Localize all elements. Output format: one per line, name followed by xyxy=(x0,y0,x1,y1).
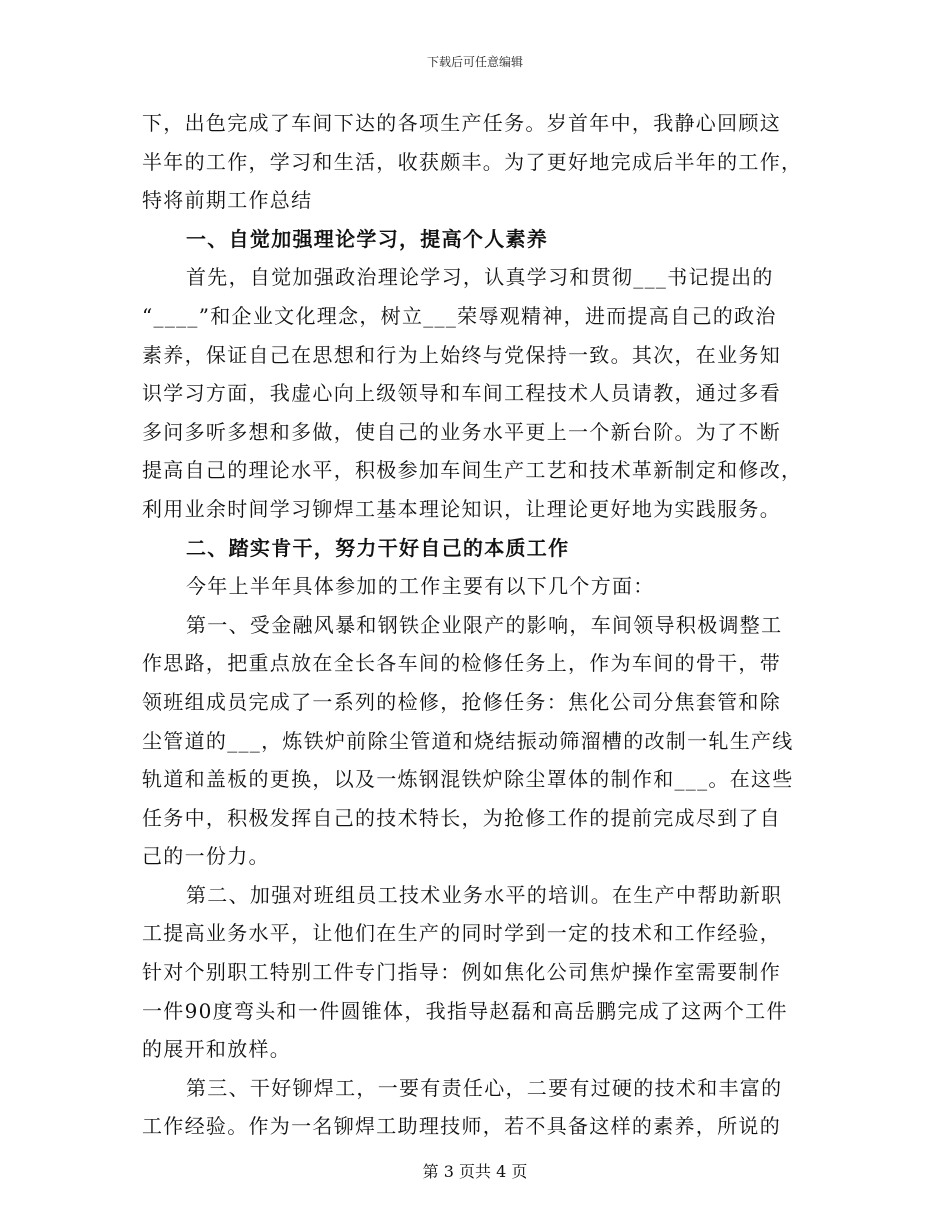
paragraph-line: 任务中，积极发挥自己的技术特长，为抢修工作的提前完成尽到了自 xyxy=(142,805,781,830)
paragraph-line: 轨道和盖板的更换，以及一炼钢混铁炉除尘罩体的制作和___。在这些 xyxy=(142,767,794,792)
paragraph-line: 工作经验。作为一名铆焊工助理技师，若不具备这样的素养，所说的 xyxy=(142,1114,781,1139)
paragraph-line: 一件90度弯头和一件圆锥体，我指导赵磊和高岳鹏完成了这两个工件 xyxy=(142,998,788,1023)
paragraph-line: 今年上半年具体参加的工作主要有以下几个方面： xyxy=(186,574,655,599)
paragraph-line: 作思路，把重点放在全长各车间的检修任务上，作为车间的骨干，带 xyxy=(142,651,781,676)
section-heading-2: 二、踏实肯干，努力干好自己的本质工作 xyxy=(186,535,570,560)
paragraph-line: 识学习方面，我虚心向上级领导和车间工程技术人员请教，通过多看 xyxy=(142,381,781,406)
document-body xyxy=(142,104,810,1146)
paragraph-line: 第一、受金融风暴和钢铁企业限产的影响，车间领导积极调整工 xyxy=(186,612,783,637)
paragraph-line: 己的一份力。 xyxy=(142,844,270,869)
paragraph-line: 首先，自觉加强政治理论学习，认真学习和贯彻___书记提出的 xyxy=(186,265,774,290)
page-header: 下载后可任意编辑 xyxy=(426,55,523,69)
paragraph-line: 素养，保证自己在思想和行为上始终与党保持一致。其次，在业务知 xyxy=(142,342,781,367)
paragraph-line: 工提高业务水平，让他们在生产的同时学到一定的技术和工作经验， xyxy=(142,921,781,946)
paragraph-line: 多问多听多想和多做，使自己的业务水平更上一个新台阶。为了不断 xyxy=(142,419,781,444)
paragraph-line: 尘管道的___，炼铁炉前除尘管道和烧结振动筛溜槽的改制一轧生产线 xyxy=(142,728,794,753)
section-heading-1: 一、自觉加强理论学习，提高个人素养 xyxy=(186,226,549,251)
paragraph-line: 领班组成员完成了一系列的检修，抢修任务：焦化公司分焦套管和除 xyxy=(142,689,781,714)
paragraph-line: 提高自己的理论水平，积极参加车间生产工艺和技术革新制定和修改， xyxy=(142,458,803,483)
paragraph-line: 针对个别职工特别工件专门指导：例如焦化公司焦炉操作室需要制作 xyxy=(142,960,781,985)
paragraph-line: 的展开和放样。 xyxy=(142,1037,292,1062)
paragraph-line: 特将前期工作总结 xyxy=(142,188,313,213)
page-footer: 第 3 页共 4 页 xyxy=(422,1162,528,1181)
paragraph-line: 第三、干好铆焊工，一要有责任心，二要有过硬的技术和丰富的 xyxy=(186,1075,783,1100)
paragraph-line: 半年的工作，学习和生活，收获颇丰。为了更好地完成后半年的工作， xyxy=(142,149,803,174)
paragraph-line: 第二、加强对班组员工技术业务水平的培训。在生产中帮助新职 xyxy=(186,882,783,907)
paragraph-line: “____”和企业文化理念，树立___荣辱观精神，进而提高自己的政治 xyxy=(142,303,777,328)
paragraph-line: 利用业余时间学习铆焊工基本理论知识，让理论更好地为实践服务。 xyxy=(142,496,781,521)
paragraph-line: 下，出色完成了车间下达的各项生产任务。岁首年中，我静心回顾这 xyxy=(142,111,781,135)
